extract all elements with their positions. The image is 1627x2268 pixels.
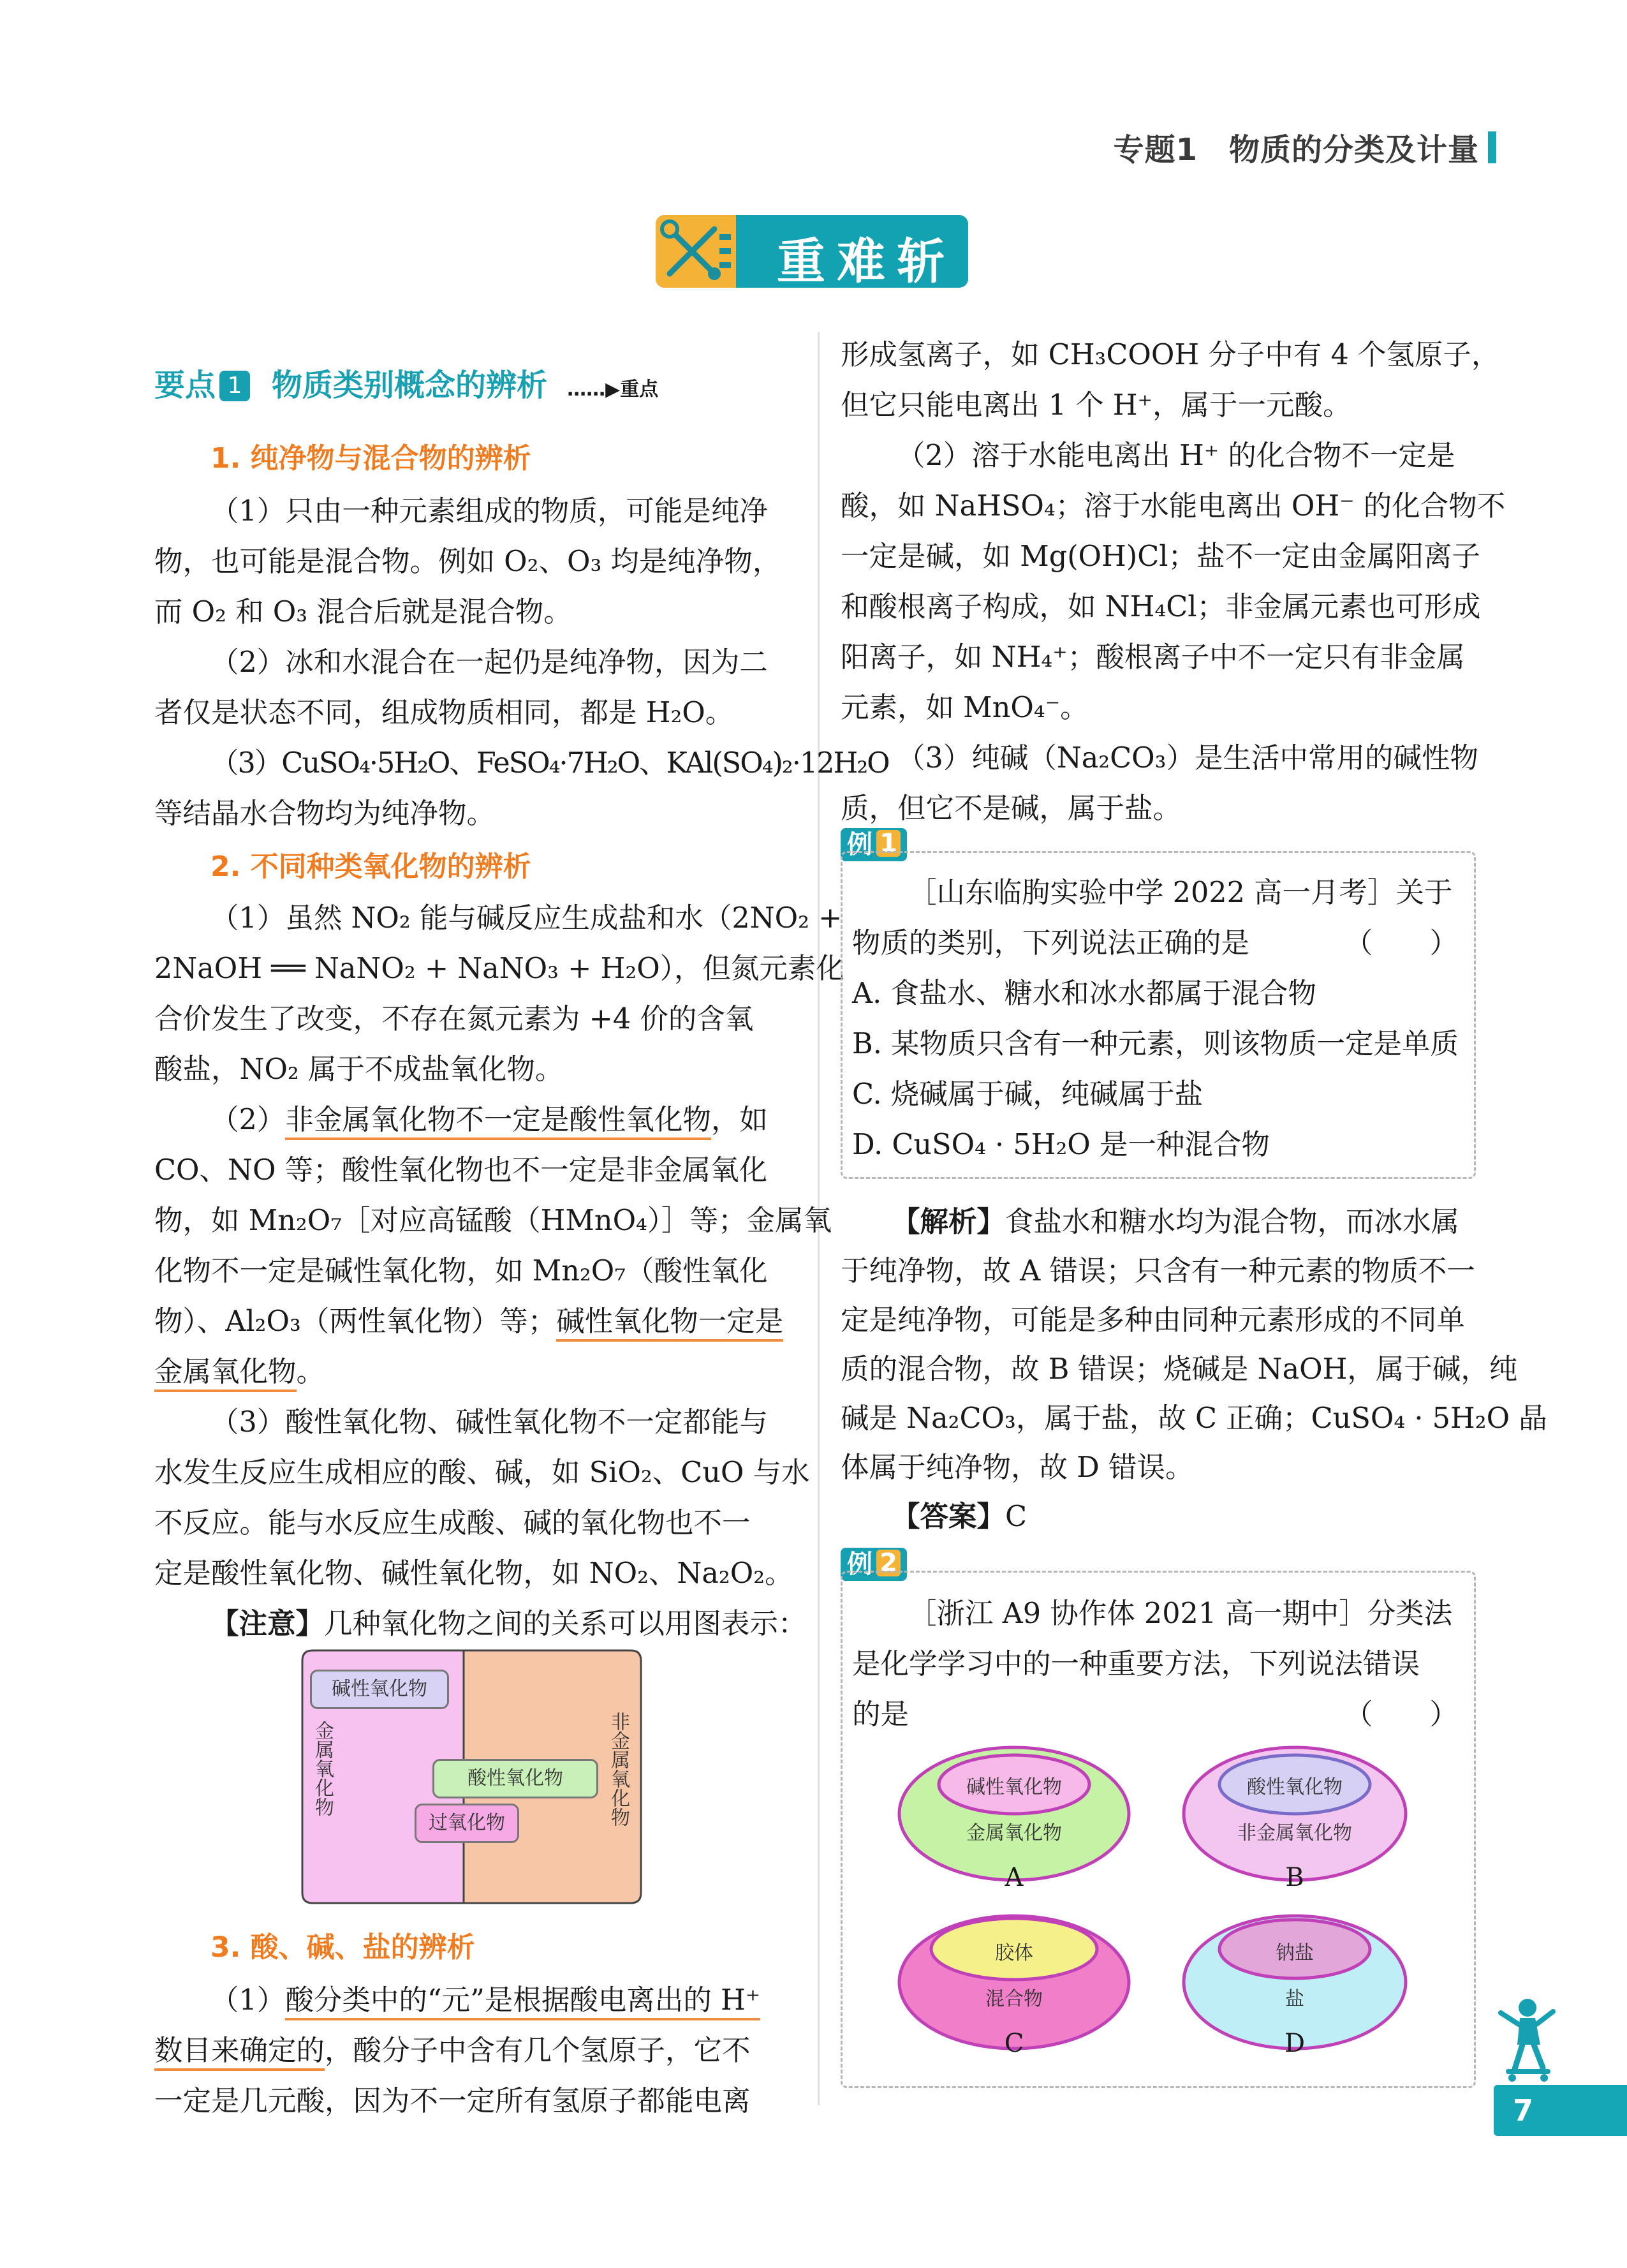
- banner: [656, 215, 968, 288]
- note-label: 【注意】: [210, 1608, 325, 1640]
- solution-label: 【解析】: [892, 1206, 1006, 1238]
- example-2-label: 例 2: [841, 1548, 907, 1581]
- metal-oxide-label: 金属氧化物: [311, 1721, 334, 1816]
- text-line: 2NaOH ══ NaNO₂ + NaNO₃ + H₂O），但氮元素化: [154, 952, 844, 985]
- tools-icon: [656, 215, 736, 288]
- option-a-diagram: [899, 1747, 1129, 1880]
- option-b-inner-label: 酸性氧化物: [1247, 1776, 1343, 1798]
- text-line: 等结晶水合物均为纯净物。: [154, 797, 496, 830]
- text-line: 阳离子，如 NH₄⁺；酸根离子中不一定只有非金属: [841, 641, 1465, 674]
- solution-block: [841, 1197, 1547, 1541]
- option-a-outer-label: 金属氧化物: [966, 1822, 1062, 1844]
- text-line: 数目来确定的，酸分子中含有几个氢原子，它不: [154, 2026, 792, 2076]
- section-title: 物质类别概念的辨析: [272, 367, 548, 403]
- text-line: 碱是 Na₂CO₃，属于盐，故 C 正确；CuSO₄ · 5H₂O 晶: [841, 1402, 1547, 1435]
- text-line: CO、NO 等；酸性氧化物也不一定是非金属氧化: [154, 1154, 768, 1187]
- example-1-label: 例 1: [841, 828, 907, 861]
- text-line: 物质的类别，下列说法正确的是 （ ）: [852, 918, 1458, 968]
- underlined-text: 非金属氧化物不一定是酸性氧化物: [285, 1104, 711, 1140]
- mascot-icon: [1489, 1994, 1559, 2083]
- option-c: C. 烧碱属于碱，纯碱属于盐: [852, 1078, 1204, 1111]
- answer-paren: （ ）: [1344, 1698, 1458, 1731]
- option-d-outer-label: 盐: [1285, 1988, 1304, 2010]
- text-line: 定是酸性氧化物、碱性氧化物，如 NO₂、Na₂O₂。: [154, 1557, 793, 1590]
- subheading-3: 3. 酸、碱、盐的辨析: [210, 1931, 475, 1964]
- option-d-inner-label: 钠盐: [1276, 1942, 1314, 1964]
- text-line: （2）非金属氧化物不一定是酸性氧化物，如: [154, 1095, 792, 1145]
- option-b-letter: B: [1285, 1863, 1304, 1892]
- option-c-inner-label: 胶体: [995, 1942, 1033, 1964]
- text-line: （3）纯碱（Na₂CO₃）是生活中常用的碱性物: [897, 742, 1478, 775]
- section-tag: ……▶重点: [567, 378, 659, 401]
- note-line: 【注意】几种氧化物之间的关系可以用图表示：: [210, 1608, 807, 1640]
- option-a: A. 食盐水、糖水和冰水都属于混合物: [852, 977, 1316, 1010]
- option-c-letter: C: [1004, 2029, 1024, 2058]
- section-label: 要点: [154, 367, 216, 403]
- text-line: （1）只由一种元素组成的物质，可能是纯净: [210, 495, 768, 528]
- text-line: 合价发生了改变，不存在氮元素为 +4 价的含氧: [154, 1003, 754, 1035]
- text-line: 一定是碱，如 Mg(OH)Cl；盐不一定由金属阳离子: [841, 540, 1480, 573]
- text-line: （1）虽然 NO₂ 能与碱反应生成盐和水（2NO₂ +: [210, 902, 843, 935]
- text-line: 物）、Al₂O₃（两性氧化物）等；碱性氧化物一定是: [154, 1296, 792, 1347]
- text-line: 定是纯净物，可能是多种由同种元素形成的不同单: [841, 1304, 1466, 1337]
- text-line: （2）冰和水混合在一起仍是纯净物，因为二: [210, 646, 768, 679]
- text-line: （3）CuSO₄·5H₂O、FeSO₄·7H₂O、KAl(SO₄)₂·12H₂O: [210, 747, 889, 780]
- text-line: 而 O₂ 和 O₃ 混合后就是混合物。: [154, 596, 572, 628]
- text-line: 质，但它不是碱，属于盐。: [841, 792, 1182, 825]
- text-line: ［山东临朐实验中学 2022 高一月考］关于: [908, 877, 1453, 909]
- basic-oxide-box: 碱性氧化物: [310, 1670, 449, 1709]
- underlined-text: 金属氧化物: [154, 1356, 297, 1392]
- peroxide-box: 过氧化物: [415, 1804, 519, 1843]
- nonmetal-oxide-label: 非金属氧化物: [607, 1712, 629, 1827]
- text-line: 和酸根离子构成，如 NH₄Cl；非金属元素也可形成: [841, 591, 1481, 623]
- text-line: 一定是几元酸，因为不一定所有氢原子都能电离: [154, 2085, 751, 2117]
- section-heading: [154, 360, 792, 404]
- text-line: 【解析】食盐水和糖水均为混合物，而冰水属: [892, 1206, 1460, 1238]
- option-c-outer-label: 混合物: [985, 1988, 1043, 2010]
- text-line: 者仅是状态不同，组成物质相同，都是 H₂O。: [154, 697, 734, 729]
- text-line: 化物不一定是碱性氧化物，如 Mn₂O₇（酸性氧化: [154, 1255, 768, 1287]
- subheading-1: 1. 纯净物与混合物的辨析: [210, 442, 531, 475]
- page-number: 7: [1494, 2085, 1627, 2136]
- answer-paren: （ ）: [1344, 927, 1458, 960]
- banner-title: 重难斩: [777, 233, 957, 288]
- text-line: 形成氢离子，如 CH₃COOH 分子中有 4 个氢原子，: [841, 339, 1500, 371]
- example-1-text: [852, 868, 1458, 1170]
- underlined-text: 酸分类中的“元”是根据酸电离出的 H⁺: [285, 1984, 760, 2020]
- text-line: 酸，如 NaHSO₄；溶于水能电离出 OH⁻ 的化合物不: [841, 490, 1506, 523]
- text-line: 不反应。能与水反应生成酸、碱的氧化物也不一: [154, 1507, 751, 1539]
- text-line: ［浙江 A9 协作体 2021 高一期中］分类法: [908, 1597, 1453, 1630]
- text-line: 物，也可能是混合物。例如 O₂、O₃ 均是纯净物，: [154, 545, 781, 578]
- option-a-letter: A: [1005, 1863, 1024, 1892]
- text-line: 于纯净物，故 A 错误；只含有一种元素的物质不一: [841, 1255, 1475, 1287]
- left-block-2: [154, 893, 844, 1649]
- section-number-badge: 1: [219, 371, 250, 401]
- text-line: 物，如 Mn₂O₇［对应高锰酸（HMnO₄）］等；金属氧: [154, 1204, 832, 1237]
- right-block-1: [841, 330, 1506, 834]
- text-line: 元素，如 MnO₄⁻。: [841, 692, 1089, 724]
- left-block-3: [154, 1975, 792, 2126]
- acidic-oxide-box: 酸性氧化物: [432, 1759, 598, 1798]
- answer-line: 【答案】C: [892, 1501, 1027, 1533]
- option-b-diagram: [1184, 1747, 1406, 1880]
- subheading-2: 2. 不同种类氧化物的辨析: [210, 850, 531, 883]
- text-line: （2）溶于水能电离出 H⁺ 的化合物不一定是: [897, 440, 1455, 472]
- option-b-outer-label: 非金属氧化物: [1237, 1822, 1352, 1844]
- text-line: 酸盐，NO₂ 属于不成盐氧化物。: [154, 1053, 564, 1086]
- example-2-text: [852, 1589, 1458, 1740]
- text-line: 是化学学习中的一种重要方法，下列说法错误: [852, 1648, 1420, 1680]
- option-d: D. CuSO₄ · 5H₂O 是一种混合物: [852, 1129, 1270, 1161]
- underlined-text: 碱性氧化物一定是: [556, 1305, 783, 1342]
- underlined-text: 数目来确定的: [154, 2035, 325, 2071]
- option-a-inner-label: 碱性氧化物: [966, 1776, 1062, 1798]
- answer-label: 【答案】: [892, 1501, 1006, 1533]
- option-b: B. 某物质只含有一种元素，则该物质一定是单质: [852, 1028, 1459, 1060]
- left-block-1: [154, 486, 889, 839]
- text-line: 但它只能电离出 1 个 H⁺，属于一元酸。: [841, 389, 1351, 422]
- text-line: 体属于纯净物，故 D 错误。: [841, 1451, 1194, 1484]
- option-d-letter: D: [1284, 2029, 1306, 2058]
- running-head-bar: [1488, 131, 1496, 163]
- text-line: （1）酸分类中的“元”是根据酸电离出的 H⁺: [154, 1975, 792, 2026]
- running-head: 专题1 物质的分类及计量: [1113, 132, 1479, 168]
- text-line: 质的混合物，故 B 错误；烧碱是 NaOH，属于碱，纯: [841, 1353, 1518, 1386]
- oxide-diagram: [301, 1649, 642, 1904]
- text-line: 水发生反应生成相应的酸、碱，如 SiO₂、CuO 与水: [154, 1456, 810, 1489]
- text-line: 金属氧化物。: [154, 1347, 792, 1397]
- text-line: （3）酸性氧化物、碱性氧化物不一定都能与: [210, 1406, 768, 1439]
- text-line: 的是 （ ）: [852, 1689, 1458, 1740]
